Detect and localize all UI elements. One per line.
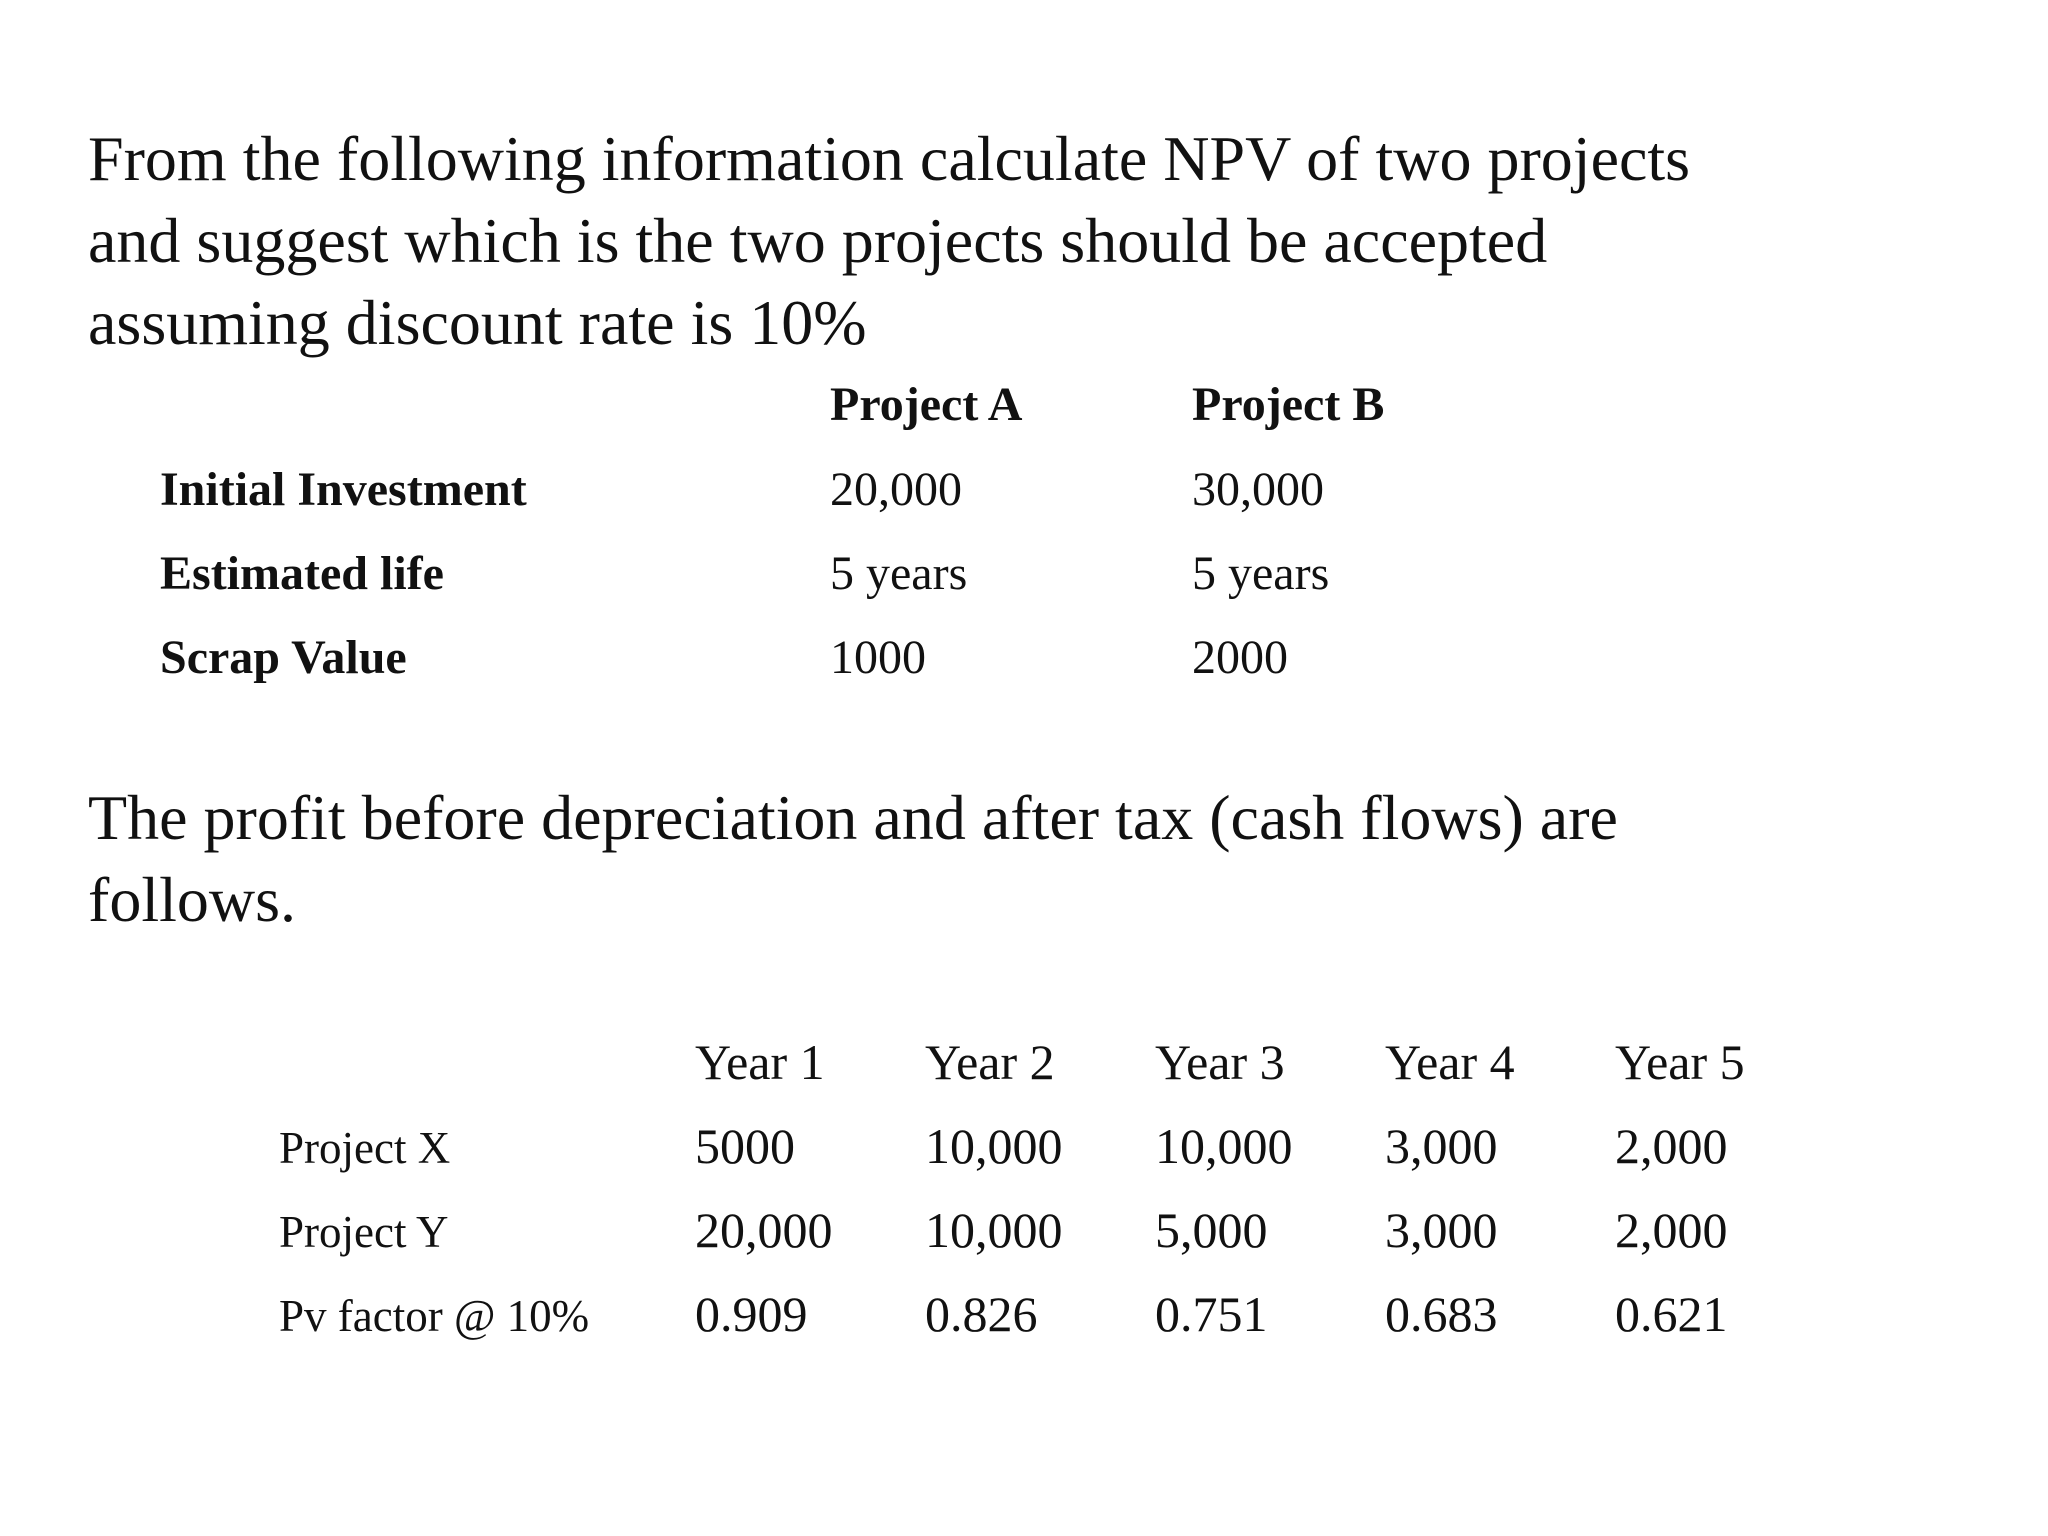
project-b-initial-investment: 30,000	[1192, 463, 1324, 516]
table-cell: 0.683	[1385, 1286, 1498, 1342]
table-cell: 10,000	[925, 1202, 1063, 1258]
table-cell: 2,000	[1615, 1202, 1728, 1258]
cashflow-intro-line-1: The profit before depreciation and after tax (cash flows) are	[88, 782, 1618, 853]
column-header-project-a: Project A	[830, 378, 1023, 431]
column-header-year-2: Year 2	[925, 1034, 1055, 1090]
table-cell: 20,000	[695, 1202, 833, 1258]
table-cell: 10,000	[1155, 1118, 1293, 1174]
row-label-pv-factor: Pv factor @ 10%	[279, 1291, 590, 1341]
cashflow-intro-line-2: follows.	[88, 864, 296, 935]
question-line-2: and suggest which is the two projects should be accepted	[88, 205, 1548, 276]
row-label-project-x: Project X	[279, 1123, 451, 1173]
project-b-scrap-value: 2000	[1192, 631, 1288, 684]
table-cell: 3,000	[1385, 1118, 1498, 1174]
question-line-3: assuming discount rate is 10%	[88, 287, 867, 358]
table-cell: 0.621	[1615, 1286, 1728, 1342]
cashflow-intro-text	[88, 777, 1618, 941]
row-label-scrap-value: Scrap Value	[160, 631, 407, 684]
table-cell: 0.751	[1155, 1286, 1268, 1342]
table-cell: 0.909	[695, 1286, 808, 1342]
table-cell: 5,000	[1155, 1202, 1268, 1258]
column-header-year-1: Year 1	[695, 1034, 825, 1090]
column-header-year-3: Year 3	[1155, 1034, 1285, 1090]
column-header-year-5: Year 5	[1615, 1034, 1745, 1090]
table-cell: 2,000	[1615, 1118, 1728, 1174]
project-b-estimated-life: 5 years	[1192, 547, 1330, 600]
project-a-scrap-value: 1000	[830, 631, 926, 684]
column-header-project-b: Project B	[1192, 378, 1385, 431]
table-cell: 5000	[695, 1118, 795, 1174]
row-label-estimated-life: Estimated life	[160, 547, 444, 600]
row-label-project-y: Project Y	[279, 1207, 449, 1257]
table-cell: 0.826	[925, 1286, 1038, 1342]
column-header-year-4: Year 4	[1385, 1034, 1515, 1090]
table-cell: 3,000	[1385, 1202, 1498, 1258]
project-a-estimated-life: 5 years	[830, 547, 968, 600]
question-line-1: From the following information calculate NPV of two projects	[88, 123, 1691, 194]
question-text	[88, 118, 1690, 364]
table-cell: 10,000	[925, 1118, 1063, 1174]
project-a-initial-investment: 20,000	[830, 463, 962, 516]
row-label-initial-investment: Initial Investment	[160, 463, 527, 516]
